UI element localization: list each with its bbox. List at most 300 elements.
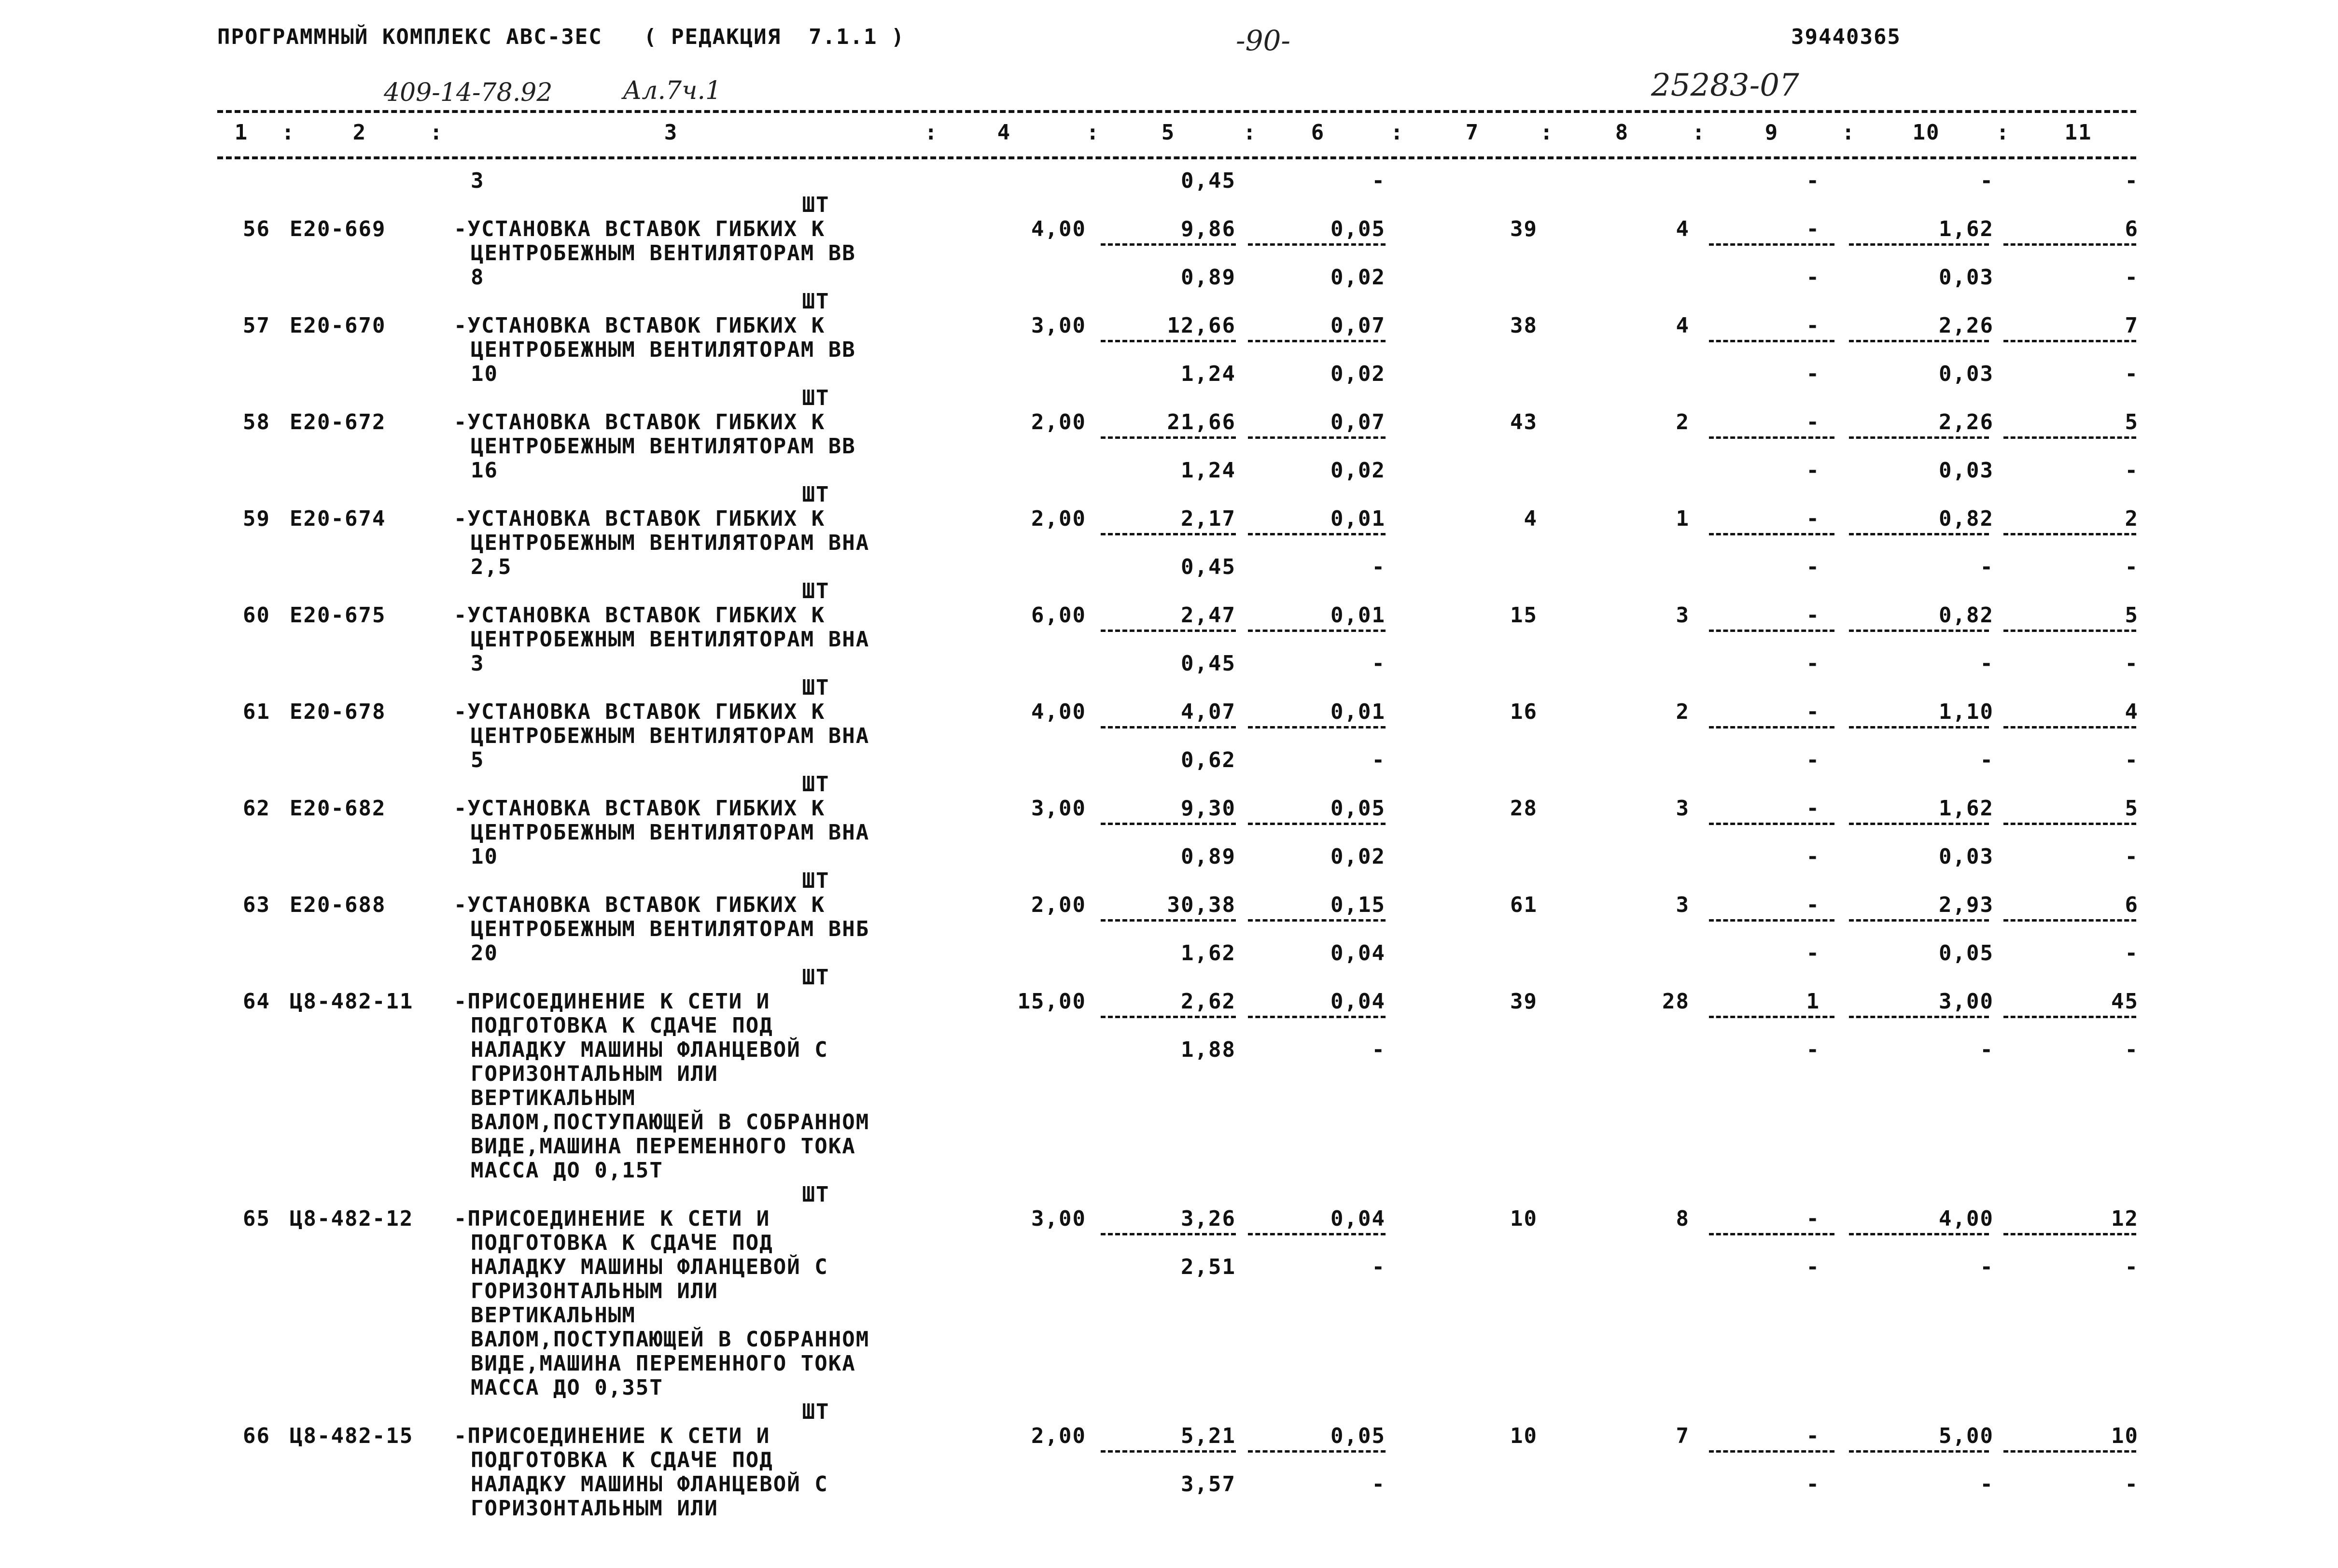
c4-value: 2,00 — [1031, 506, 1086, 531]
description-line: 10 — [471, 844, 498, 869]
c6-value: 0,04 — [1330, 1206, 1386, 1231]
rate-code: Е20-682 — [290, 796, 386, 821]
c11-secondary-value: - — [2125, 362, 2139, 386]
description-line: 8 — [471, 265, 485, 290]
description-line: -УСТАНОВКА ВСТАВОК ГИБКИХ К — [454, 796, 826, 821]
c10-separator — [1849, 823, 1989, 825]
description-line: -УСТАНОВКА ВСТАВОК ГИБКИХ К — [454, 313, 826, 338]
c10-value: 2,26 — [1939, 410, 1994, 434]
document-code: 39440365 — [1791, 25, 1901, 49]
c6-value: 0,01 — [1330, 700, 1386, 724]
c10-secondary-value: - — [1980, 651, 1994, 676]
description-line: -УСТАНОВКА ВСТАВОК ГИБКИХ К — [454, 893, 826, 917]
c11-secondary-value: - — [2125, 1472, 2139, 1497]
c5-value: 2,17 — [1181, 506, 1236, 531]
c10-secondary-value: - — [1980, 1255, 1994, 1279]
c5-secondary-value: 0,45 — [1181, 555, 1236, 579]
c9-value: 1 — [1806, 989, 1820, 1014]
c10-separator — [1849, 243, 1989, 246]
c5-value: 3,26 — [1181, 1206, 1236, 1231]
column-divider: : — [1540, 120, 1554, 145]
column-divider: : — [281, 120, 295, 145]
c8-value: 1 — [1676, 506, 1690, 531]
c11-secondary-value: - — [2125, 555, 2139, 579]
description-line: 16 — [471, 458, 498, 483]
description-line: ЦЕНТРОБЕЖНЫМ ВЕНТИЛЯТОРАМ ВВ — [471, 241, 856, 266]
c7-value: 43 — [1510, 410, 1538, 434]
c6-value: 0,05 — [1330, 217, 1386, 241]
unit-label: ШТ — [802, 675, 830, 700]
c10-secondary-value: 0,03 — [1939, 458, 1994, 483]
c10-separator — [1849, 919, 1989, 922]
description-line: МАССА ДО 0,35Т — [471, 1375, 663, 1400]
c6-separator — [1248, 243, 1386, 246]
row-number: 63 — [243, 893, 270, 917]
c10-secondary-value: - — [1980, 748, 1994, 772]
c6-value: 0,05 — [1330, 1424, 1386, 1448]
c11-separator — [2003, 436, 2136, 439]
column-header-10: 10 — [1912, 120, 1940, 145]
c5-value: 30,38 — [1167, 893, 1236, 917]
c9-secondary-value: - — [1806, 1255, 1820, 1279]
c5-separator — [1101, 1450, 1236, 1453]
unit-label: ШТ — [802, 579, 830, 603]
c6-value: 0,01 — [1330, 603, 1386, 628]
c10-secondary-value: 0,03 — [1939, 844, 1994, 869]
c5-value: 9,30 — [1181, 796, 1236, 821]
c5-separator — [1101, 1016, 1236, 1018]
c8-value: 28 — [1662, 989, 1690, 1014]
row-number: 57 — [243, 313, 270, 338]
c5-secondary-value: 0,45 — [1181, 168, 1236, 193]
c6-separator — [1248, 726, 1386, 728]
column-header-9: 9 — [1764, 120, 1779, 145]
c7-value: 39 — [1510, 989, 1538, 1014]
c5-secondary-value: 1,24 — [1181, 458, 1236, 483]
unit-label: ШТ — [802, 482, 830, 507]
c5-separator — [1101, 630, 1236, 632]
description-line: ПОДГОТОВКА К СДАЧЕ ПОД — [471, 1013, 773, 1038]
c5-value: 5,21 — [1181, 1424, 1236, 1448]
c8-value: 3 — [1676, 603, 1690, 628]
column-divider: : — [1243, 120, 1257, 145]
rate-code: Е20-674 — [290, 506, 386, 531]
c11-value: 5 — [2125, 603, 2139, 628]
c5-secondary-value: 1,62 — [1181, 941, 1236, 966]
c11-secondary-value: - — [2125, 748, 2139, 772]
c11-separator — [2003, 533, 2136, 535]
c11-separator — [2003, 340, 2136, 342]
c7-value: 28 — [1510, 796, 1538, 821]
c9-secondary-value: - — [1806, 748, 1820, 772]
unit-label: ШТ — [802, 772, 830, 797]
c10-separator — [1849, 1233, 1989, 1235]
c4-value: 3,00 — [1031, 313, 1086, 338]
c11-value: 5 — [2125, 796, 2139, 821]
column-header-1: 1 — [234, 120, 249, 145]
column-header-6: 6 — [1311, 120, 1325, 145]
description-line: ВЕРТИКАЛЬНЫМ — [471, 1303, 636, 1328]
description-line: ЦЕНТРОБЕЖНЫМ ВЕНТИЛЯТОРАМ ВНА — [471, 531, 870, 555]
c10-separator — [1849, 630, 1989, 632]
column-divider: : — [924, 120, 938, 145]
c8-value: 8 — [1676, 1206, 1690, 1231]
description-line: -УСТАНОВКА ВСТАВОК ГИБКИХ К — [454, 410, 826, 434]
column-divider: : — [1996, 120, 2010, 145]
c5-secondary-value: 3,57 — [1181, 1472, 1236, 1497]
row-number: 58 — [243, 410, 270, 434]
description-line: ВАЛОМ,ПОСТУПАЮЩЕЙ В СОБРАННОМ — [471, 1110, 870, 1134]
c6-value: 0,05 — [1330, 796, 1386, 821]
c11-separator — [2003, 726, 2136, 728]
c11-secondary-value: - — [2125, 1037, 2139, 1062]
c10-secondary-value: 0,05 — [1939, 941, 1994, 966]
column-divider: : — [1842, 120, 1856, 145]
c5-secondary-value: 1,24 — [1181, 362, 1236, 386]
description-line: ЦЕНТРОБЕЖНЫМ ВЕНТИЛЯТОРАМ ВНБ — [471, 917, 870, 941]
description-line: ЦЕНТРОБЕЖНЫМ ВЕНТИЛЯТОРАМ ВВ — [471, 337, 856, 362]
c11-separator — [2003, 630, 2136, 632]
column-divider: : — [1086, 120, 1100, 145]
c6-separator — [1248, 436, 1386, 439]
c8-value: 3 — [1676, 796, 1690, 821]
c9-value: - — [1806, 603, 1820, 628]
c5-value: 9,86 — [1181, 217, 1236, 241]
c9-separator — [1709, 1233, 1834, 1235]
page-number: -90- — [1236, 24, 1290, 57]
c6-value: 0,07 — [1330, 410, 1386, 434]
description-line: 5 — [471, 748, 485, 772]
c7-value: 39 — [1510, 217, 1538, 241]
c4-value: 2,00 — [1031, 893, 1086, 917]
c8-value: 3 — [1676, 893, 1690, 917]
c10-separator — [1849, 340, 1989, 342]
rate-code: Ц8-482-11 — [290, 989, 414, 1014]
c11-separator — [2003, 1233, 2136, 1235]
c5-secondary-value: 0,89 — [1181, 265, 1236, 290]
c9-secondary-value: - — [1806, 265, 1820, 290]
unit-label: ШТ — [802, 289, 830, 314]
description-line: ПОДГОТОВКА К СДАЧЕ ПОД — [471, 1231, 773, 1255]
c6-separator — [1248, 340, 1386, 342]
rate-code: Е20-675 — [290, 603, 386, 628]
description-line: 2,5 — [471, 555, 512, 579]
column-divider: : — [1692, 120, 1706, 145]
c10-value: 5,00 — [1939, 1424, 1994, 1448]
c7-value: 61 — [1510, 893, 1538, 917]
c8-value: 4 — [1676, 217, 1690, 241]
c6-secondary-value: 0,04 — [1330, 941, 1386, 966]
rate-code: Е20-678 — [290, 700, 386, 724]
c6-separator — [1248, 630, 1386, 632]
c4-value: 2,00 — [1031, 410, 1086, 434]
c11-secondary-value: - — [2125, 941, 2139, 966]
c9-value: - — [1806, 700, 1820, 724]
column-header-7: 7 — [1465, 120, 1480, 145]
c9-secondary-value: - — [1806, 168, 1820, 193]
c11-value: 2 — [2125, 506, 2139, 531]
c9-separator — [1709, 726, 1834, 728]
description-line: ЦЕНТРОБЕЖНЫМ ВЕНТИЛЯТОРАМ ВНА — [471, 627, 870, 652]
c10-value: 2,93 — [1939, 893, 1994, 917]
c5-value: 2,62 — [1181, 989, 1236, 1014]
unit-label: ШТ — [802, 965, 830, 990]
description-line: ВИДЕ,МАШИНА ПЕРЕМЕННОГО ТОКА — [471, 1134, 856, 1159]
unit-label: ШТ — [802, 193, 830, 217]
c6-secondary-value: - — [1372, 1472, 1386, 1497]
description-line: -УСТАНОВКА ВСТАВОК ГИБКИХ К — [454, 700, 826, 724]
c5-value: 12,66 — [1167, 313, 1236, 338]
rate-code: Е20-672 — [290, 410, 386, 434]
column-header-3: 3 — [664, 120, 678, 145]
handwritten-sheet-number: 25283-07 — [1651, 68, 1799, 103]
description-line: ВИДЕ,МАШИНА ПЕРЕМЕННОГО ТОКА — [471, 1351, 856, 1376]
c10-value: 1,10 — [1939, 700, 1994, 724]
row-number: 65 — [243, 1206, 270, 1231]
c11-secondary-value: - — [2125, 168, 2139, 193]
c6-value: 0,15 — [1330, 893, 1386, 917]
unit-label: ШТ — [802, 1182, 830, 1207]
column-divider: : — [430, 120, 444, 145]
c10-separator — [1849, 1450, 1989, 1453]
c6-secondary-value: 0,02 — [1330, 265, 1386, 290]
column-header-4: 4 — [997, 120, 1011, 145]
description-line: ВЕРТИКАЛЬНЫМ — [471, 1086, 636, 1110]
column-header-5: 5 — [1161, 120, 1176, 145]
description-line: НАЛАДКУ МАШИНЫ ФЛАНЦЕВОЙ С — [471, 1472, 828, 1497]
c11-value: 4 — [2125, 700, 2139, 724]
c6-secondary-value: - — [1372, 168, 1386, 193]
c5-separator — [1101, 436, 1236, 439]
description-line: -УСТАНОВКА ВСТАВОК ГИБКИХ К — [454, 603, 826, 628]
c9-value: - — [1806, 1206, 1820, 1231]
c7-value: 4 — [1524, 506, 1538, 531]
c7-value: 10 — [1510, 1206, 1538, 1231]
c10-separator — [1849, 1016, 1989, 1018]
c9-separator — [1709, 1450, 1834, 1453]
c6-secondary-value: 0,02 — [1330, 362, 1386, 386]
c9-value: - — [1806, 506, 1820, 531]
c9-value: - — [1806, 1424, 1820, 1448]
c11-value: 6 — [2125, 217, 2139, 241]
c7-value: 16 — [1510, 700, 1538, 724]
c10-value: 3,00 — [1939, 989, 1994, 1014]
c9-separator — [1709, 823, 1834, 825]
c10-secondary-value: - — [1980, 1037, 1994, 1062]
c10-secondary-value: 0,03 — [1939, 362, 1994, 386]
c9-secondary-value: - — [1806, 844, 1820, 869]
c11-separator — [2003, 1450, 2136, 1453]
c9-separator — [1709, 340, 1834, 342]
description-line: -УСТАНОВКА ВСТАВОК ГИБКИХ К — [454, 506, 826, 531]
c4-value: 15,00 — [1017, 989, 1086, 1014]
column-header-8: 8 — [1615, 120, 1629, 145]
description-line: ПОДГОТОВКА К СДАЧЕ ПОД — [471, 1448, 773, 1472]
rate-code: Е20-670 — [290, 313, 386, 338]
c9-value: - — [1806, 313, 1820, 338]
unit-label: ШТ — [802, 868, 830, 893]
c5-secondary-value: 1,88 — [1181, 1037, 1236, 1062]
c9-secondary-value: - — [1806, 458, 1820, 483]
c6-separator — [1248, 1233, 1386, 1235]
c9-separator — [1709, 1016, 1834, 1018]
c6-separator — [1248, 919, 1386, 922]
c6-separator — [1248, 1016, 1386, 1018]
c10-value: 1,62 — [1939, 217, 1994, 241]
c10-secondary-value: - — [1980, 1472, 1994, 1497]
c4-value: 3,00 — [1031, 1206, 1086, 1231]
c6-secondary-value: - — [1372, 1037, 1386, 1062]
description-line: 3 — [471, 651, 485, 676]
row-number: 62 — [243, 796, 270, 821]
row-number: 66 — [243, 1424, 270, 1448]
description-line: 20 — [471, 941, 498, 966]
c5-separator — [1101, 726, 1236, 728]
c5-value: 4,07 — [1181, 700, 1236, 724]
unit-label: ШТ — [802, 386, 830, 410]
c6-secondary-value: - — [1372, 1255, 1386, 1279]
c11-separator — [2003, 1016, 2136, 1018]
column-header-11: 11 — [2064, 120, 2092, 145]
c7-value: 10 — [1510, 1424, 1538, 1448]
c6-secondary-value: 0,02 — [1330, 844, 1386, 869]
c8-value: 4 — [1676, 313, 1690, 338]
c11-secondary-value: - — [2125, 458, 2139, 483]
c6-separator — [1248, 1450, 1386, 1453]
c10-value: 2,26 — [1939, 313, 1994, 338]
c8-value: 2 — [1676, 410, 1690, 434]
c11-value: 5 — [2125, 410, 2139, 434]
c6-secondary-value: - — [1372, 555, 1386, 579]
c9-secondary-value: - — [1806, 1472, 1820, 1497]
description-line: НАЛАДКУ МАШИНЫ ФЛАНЦЕВОЙ С — [471, 1255, 828, 1279]
c6-secondary-value: - — [1372, 748, 1386, 772]
rate-code: Е20-669 — [290, 217, 386, 241]
c8-value: 7 — [1676, 1424, 1690, 1448]
c10-separator — [1849, 436, 1989, 439]
c5-value: 21,66 — [1167, 410, 1236, 434]
description-line: ЦЕНТРОБЕЖНЫМ ВЕНТИЛЯТОРАМ ВВ — [471, 434, 856, 459]
c5-separator — [1101, 1233, 1236, 1235]
row-number: 56 — [243, 217, 270, 241]
handwritten-album: Ал.7ч.1 — [623, 76, 722, 105]
c4-value: 6,00 — [1031, 603, 1086, 628]
column-header-rule — [217, 156, 2136, 159]
c5-value: 2,47 — [1181, 603, 1236, 628]
c10-value: 0,82 — [1939, 603, 1994, 628]
c9-secondary-value: - — [1806, 555, 1820, 579]
c5-secondary-value: 2,51 — [1181, 1255, 1236, 1279]
c5-secondary-value: 0,89 — [1181, 844, 1236, 869]
description-line: -ПРИСОЕДИНЕНИЕ К СЕТИ И — [454, 1206, 770, 1231]
c10-value: 4,00 — [1939, 1206, 1994, 1231]
description-line: МАССА ДО 0,15Т — [471, 1158, 663, 1183]
c9-value: - — [1806, 796, 1820, 821]
c7-value: 38 — [1510, 313, 1538, 338]
c4-value: 3,00 — [1031, 796, 1086, 821]
column-header-2: 2 — [352, 120, 367, 145]
c6-secondary-value: 0,02 — [1330, 458, 1386, 483]
c10-secondary-value: - — [1980, 555, 1994, 579]
c9-secondary-value: - — [1806, 941, 1820, 966]
description-line: -ПРИСОЕДИНЕНИЕ К СЕТИ И — [454, 989, 770, 1014]
c9-secondary-value: - — [1806, 362, 1820, 386]
rate-code: Ц8-482-15 — [290, 1424, 414, 1448]
row-number: 61 — [243, 700, 270, 724]
c11-secondary-value: - — [2125, 1255, 2139, 1279]
c10-separator — [1849, 533, 1989, 535]
program-header: ПРОГРАММНЫЙ КОМПЛЕКС АВС-3ЕС ( РЕДАКЦИЯ 7.1.1 ) — [217, 25, 905, 49]
c10-value: 1,62 — [1939, 796, 1994, 821]
c6-separator — [1248, 533, 1386, 535]
c9-secondary-value: - — [1806, 651, 1820, 676]
c9-value: - — [1806, 217, 1820, 241]
c7-value: 15 — [1510, 603, 1538, 628]
description-line: -УСТАНОВКА ВСТАВОК ГИБКИХ К — [454, 217, 826, 241]
description-line: ГОРИЗОНТАЛЬНЫМ ИЛИ — [471, 1062, 718, 1086]
c5-separator — [1101, 919, 1236, 922]
c11-separator — [2003, 243, 2136, 246]
c6-value: 0,01 — [1330, 506, 1386, 531]
c10-secondary-value: - — [1980, 168, 1994, 193]
c6-separator — [1248, 823, 1386, 825]
c11-secondary-value: - — [2125, 651, 2139, 676]
c5-secondary-value: 0,62 — [1181, 748, 1236, 772]
handwritten-doc-ref: 409-14-78.92 — [384, 78, 553, 107]
description-line: ЦЕНТРОБЕЖНЫМ ВЕНТИЛЯТОРАМ ВНА — [471, 724, 870, 748]
description-line: -ПРИСОЕДИНЕНИЕ К СЕТИ И — [454, 1424, 770, 1448]
c4-value: 4,00 — [1031, 700, 1086, 724]
c9-separator — [1709, 436, 1834, 439]
description-line: ВАЛОМ,ПОСТУПАЮЩЕЙ В СОБРАННОМ — [471, 1327, 870, 1352]
description-line: 10 — [471, 362, 498, 386]
c9-value: - — [1806, 410, 1820, 434]
description-line: 3 — [471, 168, 485, 193]
c10-secondary-value: 0,03 — [1939, 265, 1994, 290]
row-number: 64 — [243, 989, 270, 1014]
description-line: ГОРИЗОНТАЛЬНЫМ ИЛИ — [471, 1279, 718, 1303]
c5-separator — [1101, 340, 1236, 342]
c11-value: 12 — [2111, 1206, 2139, 1231]
c9-separator — [1709, 919, 1834, 922]
c6-value: 0,04 — [1330, 989, 1386, 1014]
c6-secondary-value: - — [1372, 651, 1386, 676]
description-line: НАЛАДКУ МАШИНЫ ФЛАНЦЕВОЙ С — [471, 1037, 828, 1062]
description-line: ГОРИЗОНТАЛЬНЫМ ИЛИ — [471, 1496, 718, 1521]
c5-secondary-value: 0,45 — [1181, 651, 1236, 676]
c11-secondary-value: - — [2125, 844, 2139, 869]
unit-label: ШТ — [802, 1400, 830, 1424]
c9-separator — [1709, 630, 1834, 632]
rate-code: Ц8-482-12 — [290, 1206, 414, 1231]
c9-value: - — [1806, 893, 1820, 917]
row-number: 60 — [243, 603, 270, 628]
c5-separator — [1101, 533, 1236, 535]
c11-value: 10 — [2111, 1424, 2139, 1448]
c9-secondary-value: - — [1806, 1037, 1820, 1062]
c6-value: 0,07 — [1330, 313, 1386, 338]
c9-separator — [1709, 243, 1834, 246]
column-divider: : — [1390, 120, 1404, 145]
row-number: 59 — [243, 506, 270, 531]
c10-separator — [1849, 726, 1989, 728]
c5-separator — [1101, 823, 1236, 825]
c10-value: 0,82 — [1939, 506, 1994, 531]
rate-code: Е20-688 — [290, 893, 386, 917]
c5-separator — [1101, 243, 1236, 246]
c4-value: 2,00 — [1031, 1424, 1086, 1448]
c11-secondary-value: - — [2125, 265, 2139, 290]
